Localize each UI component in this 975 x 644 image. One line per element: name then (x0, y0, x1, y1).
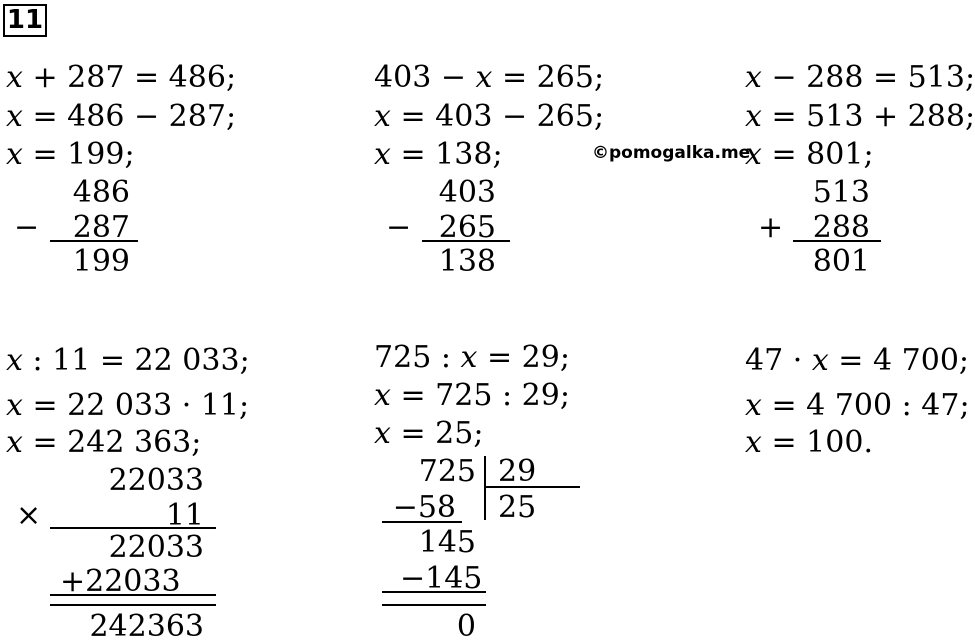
column-rule (50, 604, 216, 606)
column-operand-bottom: 11 (165, 498, 204, 533)
column-operand-top: 486 (72, 175, 130, 210)
equation-line: x = 725 : 29; (374, 378, 570, 413)
division-quotient: 25 (498, 490, 537, 525)
column-rule (422, 240, 510, 242)
equation-line: x = 242 363; (6, 425, 202, 460)
column-operand-top: 403 (438, 175, 496, 210)
column-operand-bottom: 288 (812, 210, 870, 245)
column-rule (793, 240, 881, 242)
equation-line: x : 11 = 22 033; (6, 343, 250, 378)
task-number: 11 (3, 4, 47, 37)
column-result: 242363 (89, 609, 204, 644)
equation-line: x = 100. (745, 425, 873, 460)
division-dividend: 725 (418, 454, 476, 489)
division-divisor: 29 (498, 454, 537, 489)
column-rule (50, 527, 216, 529)
column-result: 138 (438, 244, 496, 279)
column-sign: + (758, 210, 784, 245)
column-operand-bottom: 287 (72, 210, 130, 245)
column-result: 199 (72, 244, 130, 279)
division-remainder-step: 145 (418, 525, 476, 560)
column-partial: 22033 (108, 530, 204, 565)
column-rule (50, 240, 138, 242)
division-rule (382, 521, 462, 523)
division-rule (382, 604, 486, 606)
equation-line: x = 486 − 287; (6, 99, 237, 134)
column-partial: +22033 (60, 564, 181, 599)
equation-line: 725 : x = 29; (374, 340, 570, 375)
column-operand-top: 22033 (108, 463, 204, 498)
equation-line: 47 · x = 4 700; (745, 343, 970, 378)
equation-line: x + 287 = 486; (6, 60, 237, 95)
equation-line: x = 138; (374, 137, 503, 172)
equation-line: 403 − x = 265; (374, 60, 605, 95)
column-sign: − (14, 210, 40, 245)
column-operand-bottom: 265 (438, 210, 496, 245)
column-rule (50, 594, 216, 596)
division-rule (382, 591, 486, 593)
equation-line: x = 199; (6, 137, 135, 172)
equation-line: x = 25; (374, 416, 484, 451)
watermark: ©pomogalka.me (592, 143, 751, 163)
division-subtrahend: −58 (392, 490, 456, 525)
division-remainder: 0 (456, 609, 476, 644)
column-sign: − (386, 210, 412, 245)
division-bracket (484, 456, 486, 520)
column-operand-top: 513 (812, 175, 870, 210)
column-sign: × (16, 498, 42, 533)
equation-line: x = 4 700 : 47; (745, 388, 970, 423)
column-result: 801 (812, 244, 870, 279)
equation-line: x − 288 = 513; (745, 60, 975, 95)
division-subtrahend: −145 (400, 561, 483, 596)
equation-line: x = 403 − 265; (374, 99, 605, 134)
equation-line: x = 513 + 288; (745, 99, 975, 134)
equation-line: x = 801; (745, 137, 874, 172)
equation-line: x = 22 033 · 11; (6, 388, 250, 423)
